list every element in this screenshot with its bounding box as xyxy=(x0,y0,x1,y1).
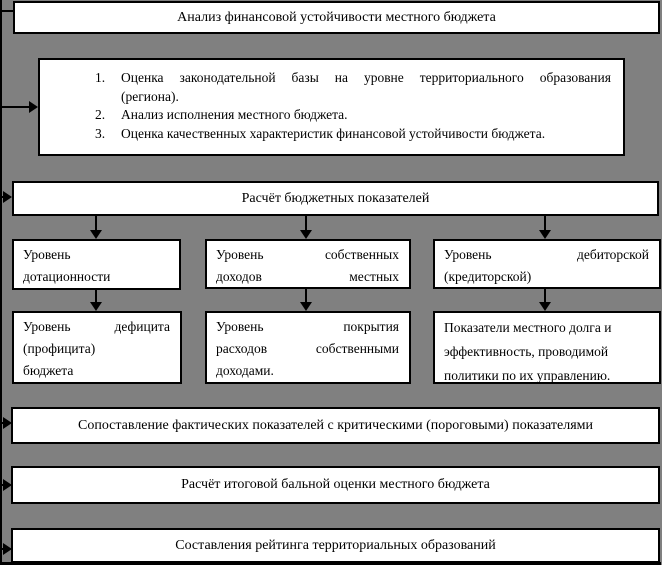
steps-feed-arrow-line xyxy=(2,106,29,108)
indicator-box-own-income-level xyxy=(205,239,411,289)
text-line: политики по их управлению. xyxy=(444,368,611,383)
down-arrow-icon xyxy=(539,230,551,239)
text-line: эффективность, проводимой xyxy=(444,344,609,359)
text-line: бюджета xyxy=(23,363,74,378)
list-item-number: 1. xyxy=(95,70,106,85)
final-score-box xyxy=(11,466,660,504)
text-line: доходов местных xyxy=(216,269,399,284)
compare-indicators-label: Сопоставление фактических показателей с критическими (пороговыми) показателями xyxy=(78,417,593,433)
text-line: Уровень xyxy=(23,247,71,262)
indicator-box-dotation-level xyxy=(12,239,181,290)
list-item xyxy=(95,125,611,144)
text-line: (профицита) xyxy=(23,341,96,356)
down-arrow-icon xyxy=(90,302,102,311)
text-line: Показатели местного долга и xyxy=(444,320,612,335)
down-arrow-line xyxy=(305,289,307,303)
rating-feed-arrow-icon xyxy=(3,543,12,555)
analysis-title-box xyxy=(13,1,660,34)
list-item xyxy=(95,69,611,106)
indicator-box-receivables-level xyxy=(433,239,661,289)
list-item-number: 2. xyxy=(95,107,106,122)
indicator-box-deficit-level xyxy=(12,311,182,384)
down-arrow-line xyxy=(544,216,546,231)
text-line: (региона). xyxy=(121,88,179,104)
steps-feed-arrow-icon xyxy=(29,101,38,113)
list-item xyxy=(95,106,611,125)
indicator-box-expense-coverage xyxy=(205,311,411,384)
score-feed-arrow-icon xyxy=(3,479,12,491)
text-line: Оценка законодательной базы на уровне территориального образования xyxy=(121,70,611,85)
left-feedback-line xyxy=(0,0,2,565)
list-item-number: 3. xyxy=(95,125,106,141)
down-arrow-icon xyxy=(300,302,312,311)
text-line: доходами. xyxy=(216,363,274,378)
text-line: Оценка качественных характеристик финансовой устойчивости бюджета. xyxy=(121,125,546,141)
text-line: Уровень дефицита xyxy=(23,319,170,334)
down-arrow-line xyxy=(544,289,546,303)
text-line: Анализ исполнения местного бюджета. xyxy=(121,107,348,122)
down-arrow-line xyxy=(95,216,97,231)
list-item-text xyxy=(121,125,611,144)
steps-list-box xyxy=(38,58,625,156)
down-arrow-icon xyxy=(539,302,551,311)
indicator-box-local-debt xyxy=(433,311,661,384)
analysis-title-label: Анализ финансовой устойчивости местного бюджета xyxy=(177,9,496,25)
text-line: расходов собственными xyxy=(216,341,399,356)
rating-label: Составления рейтинга территориальных образований xyxy=(175,537,496,553)
rating-box xyxy=(11,528,660,563)
budget-calc-box xyxy=(12,181,659,216)
calc-feed-arrow-icon xyxy=(3,191,12,203)
text-line: Уровень дебиторской xyxy=(444,247,649,262)
budget-calc-label: Расчёт бюджетных показателей xyxy=(241,190,430,206)
down-arrow-icon xyxy=(90,230,102,239)
compare-feed-arrow-icon xyxy=(3,417,12,429)
down-arrow-icon xyxy=(300,230,312,239)
text-line: (кредиторской) xyxy=(444,269,532,284)
list-item-text xyxy=(121,106,611,125)
text-line: дотационности xyxy=(23,269,111,284)
compare-indicators-box xyxy=(11,407,660,444)
list-item-text xyxy=(121,69,611,106)
text-line: Уровень покрытия xyxy=(216,319,399,334)
text-line: Уровень собственных xyxy=(216,247,399,262)
final-score-label: Расчёт итоговой бальной оценки местного бюджета xyxy=(181,477,490,492)
title-left-connector-line xyxy=(2,10,13,12)
down-arrow-line xyxy=(305,216,307,231)
